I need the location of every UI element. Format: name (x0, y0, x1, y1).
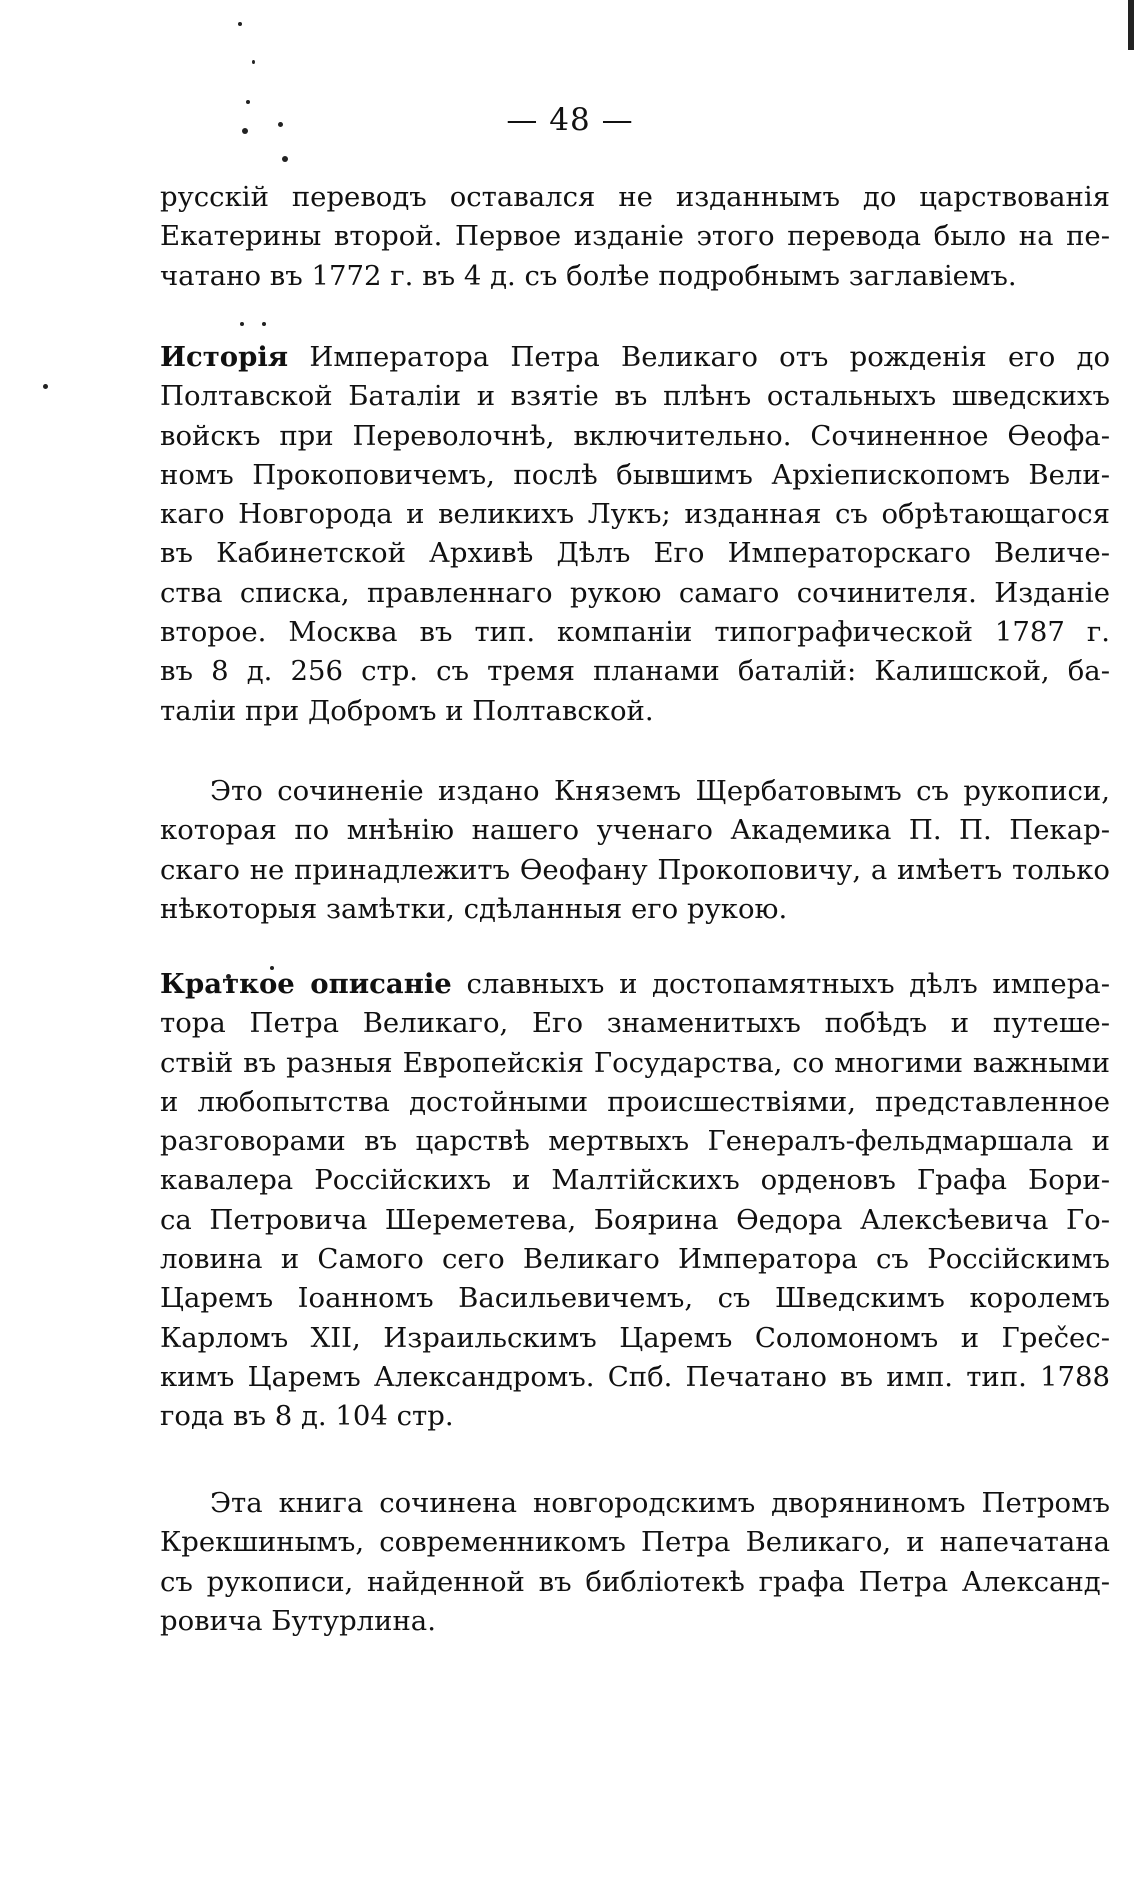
paragraph-krekshin-note (160, 1484, 1110, 1641)
text-line: русскій переводъ оставался не изданнымъ до царствованія (160, 181, 1110, 213)
print-speck (238, 22, 242, 26)
text-line: ствій въ разныя Европейскія Государства, со многими важными (160, 1046, 1110, 1079)
text-line: съ рукописи, найденной въ библіотекѣ графа Петра Александ- (160, 1565, 1110, 1598)
page-number: — 48 — (506, 102, 634, 138)
text-line: въ Кабинетской Архивѣ Дѣлъ Его Императорскаго Величе- (160, 537, 1110, 570)
text-line: Это сочиненіе издано Княземъ Щербатовымъ съ рукописи, (210, 775, 1110, 807)
text-line: Эта книга сочинена новгородскимъ дворяниномъ Петромъ (210, 1487, 1110, 1519)
print-speck (240, 322, 244, 326)
paragraph-translation-note (160, 178, 1110, 296)
paragraph-shcherbatov-note (160, 772, 1110, 929)
print-speck (252, 60, 255, 64)
bibliography-entry-history-of-peter (160, 338, 1110, 731)
text-line: которая по мнѣнію нашего ученаго Академика П. П. Пекар- (160, 814, 1110, 847)
entry-text: Императора Петра Великаго отъ рожденія его до (309, 341, 1110, 373)
text-line: войскъ при Переволочнѣ, включительно. Сочиненное Ѳеофа- (160, 419, 1110, 452)
text-line: ства списка, правленнаго рукою самаго сочинителя. Изданіе (160, 576, 1110, 609)
entry-title: Исторія (160, 341, 289, 373)
text-line: чатано въ 1772 г. въ 4 д. съ болѣе подробнымъ заглавіемъ. (160, 259, 1017, 292)
text-line: ловина и Самого сего Великаго Императора съ Россійскимъ (160, 1243, 1110, 1276)
text-line: Карломъ XII, Израильскимъ Царемъ Соломономъ и Грečес- (160, 1321, 1110, 1354)
text-line: Крекшинымъ, современникомъ Петра Великаго, и напечатана (160, 1526, 1110, 1559)
text-line: нѣкоторыя замѣтки, сдѣланныя его рукою. (160, 892, 788, 925)
page-edge-mark (1128, 0, 1134, 50)
text-line: номъ Прокоповичемъ, послѣ бывшимъ Архіепископомъ Вели- (160, 458, 1110, 491)
text-line: таліи при Добромъ и Полтавской. (160, 694, 654, 727)
text-line: каго Новгорода и великихъ Лукъ; изданная съ обрѣтающагося (160, 498, 1110, 531)
text-line: второе. Москва въ тип. компаніи типографической 1787 г. (160, 616, 1110, 649)
text-line: тора Петра Великаго, Его знаменитыхъ побѣдъ и путеше- (160, 1007, 1110, 1040)
text-line: и любопытства достойными происшествіями, представленное (160, 1085, 1110, 1118)
entry-text: славныхъ и достопамятныхъ дѣлъ импера- (466, 968, 1110, 1000)
text-line: Царемъ Іоанномъ Васильевичемъ, съ Шведскимъ королемъ (160, 1282, 1110, 1315)
text-line: ровича Бутурлина. (160, 1604, 436, 1637)
text-line: кимъ Царемъ Александромъ. Спб. Печатано въ имп. тип. 1788 (160, 1360, 1110, 1393)
text-line: года въ 8 д. 104 стр. (160, 1400, 454, 1433)
text-line (160, 338, 1110, 377)
text-line: Полтавской Баталіи и взятіе въ плѣнъ остальныхъ шведскихъ (160, 380, 1110, 413)
text-line: са Петровича Шереметева, Боярина Ѳедора Алексѣевича Го- (160, 1203, 1110, 1236)
print-speck (282, 156, 288, 162)
print-speck (43, 384, 48, 389)
text-line: Екатерины второй. Первое изданіе этого перевода было на пе- (160, 220, 1110, 253)
text-line: разговорами въ царствѣ мертвыхъ Генералъ-фельдмаршала и (160, 1125, 1110, 1158)
print-speck (262, 322, 266, 326)
text-line: въ 8 д. 256 стр. съ тремя планами баталій: Калишской, ба- (160, 655, 1110, 688)
bibliography-entry-short-description (160, 965, 1110, 1437)
text-line (160, 965, 1110, 1004)
entry-title: Краткое описаніе (160, 968, 452, 1000)
text-line: скаго не принадлежитъ Ѳеофану Прокоповичу, а имѣетъ только (160, 853, 1110, 886)
text-line: кавалера Россійскихъ и Малтійскихъ орденовъ Графа Бори- (160, 1164, 1110, 1197)
